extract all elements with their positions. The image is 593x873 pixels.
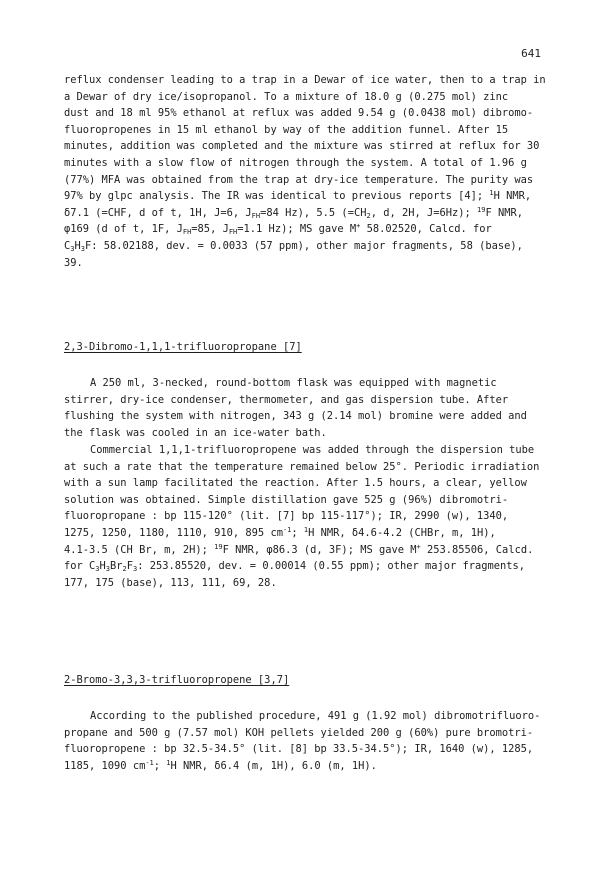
text-line: [64, 238, 540, 255]
text-segment: F NMR, φ86.3 (d, 3F); MS gave M: [222, 543, 417, 556]
text-segment: 58.02520, Calcd. for: [360, 223, 492, 236]
paragraph-bromotrifluoropropene: [64, 708, 540, 774]
text-line: solution was obtained. Simple distillation gave 525 g (96%) dibromotri-: [64, 493, 509, 506]
superscript: 1: [303, 525, 309, 534]
superscript: 1: [489, 189, 494, 198]
text-line: dust and 18 ml 95% ethanol at reflux was added 9.54 g (0.0438 mol) dibromo-: [64, 107, 534, 120]
superscript: +: [356, 222, 361, 231]
superscript: 19: [477, 205, 486, 214]
text-segment: 4.1-3.5 (CH Br, m, 2H);: [64, 543, 215, 556]
superscript: -1: [282, 525, 292, 534]
text-segment: φ169 (d of t, 1F, J: [64, 223, 183, 236]
text-line: minutes, addition was completed and the mixture was stirred at reflux for 30: [64, 140, 540, 153]
text-line: at such a rate that the temperature remained below 25°. Periodic irradiation: [64, 460, 540, 473]
text-segment: ;: [291, 526, 304, 539]
text-segment: , d, 2H, J=6Hz);: [370, 206, 478, 219]
text-line: 177, 175 (base), 113, 111, 69, 28.: [64, 576, 277, 589]
text-line: A 250 ml, 3-necked, round-bottom flask was equipped with magnetic: [90, 377, 497, 389]
text-segment: H NMR, δ4.6-4.2 (CHBr, m, 1H),: [308, 526, 496, 539]
text-segment: : 253.85520, dev. = 0.00014 (0.55 ppm); other major fragments,: [137, 560, 526, 573]
text-line: minutes with a slow flow of nitrogen through the system. A total of 1.96 g: [64, 156, 527, 169]
text-line: [64, 542, 540, 559]
text-line: [64, 221, 540, 238]
text-segment: 253.85506, Calcd.: [420, 543, 534, 556]
text-line: fluoropropane : bp 115-120° (lit. [7] bp 115-117°); IR, 2990 (w), 1340,: [64, 510, 509, 523]
text-line: [64, 758, 540, 775]
text-segment: F: 58.02188, dev. = 0.0033 (57 ppm), other major fragments, 58 (base),: [84, 239, 523, 252]
subscript: FH: [251, 211, 261, 220]
superscript: -1: [145, 758, 154, 767]
section-heading: 2,3-Dibromo-1,1,1-trifluoropropane [7]: [64, 341, 302, 353]
text-line: stirrer, dry-ice condenser, thermometer, and gas dispersion tube. After: [64, 393, 509, 406]
text-segment: =84 Hz), 5.5 (=CH: [260, 206, 367, 219]
text-segment: H NMR, δ6.4 (m, 1H), 6.0 (m, 1H).: [170, 759, 377, 772]
paragraph-flask-setup: [64, 375, 540, 441]
text-line: a Dewar of dry ice/isopropanol. To a mixture of 18.0 g (0.275 mol) zinc: [64, 90, 509, 103]
subscript: 3: [95, 565, 100, 574]
text-line: propane and 500 g (7.57 mol) KOH pellets yielded 200 g (60%) pure bromotri-: [64, 726, 534, 739]
text-line: fluoropropene : bp 32.5-34.5° (lit. [8] bp 33.5-34.5°); IR, 1640 (w), 1285,: [64, 743, 534, 756]
subscript: 2: [122, 565, 127, 574]
superscript: 19: [214, 542, 223, 551]
text-segment: F: [126, 560, 133, 573]
superscript: 1: [166, 758, 171, 767]
text-segment: H: [74, 239, 81, 252]
text-line: [64, 558, 540, 575]
text-line: [64, 205, 540, 222]
subscript: 3: [70, 244, 75, 253]
text-line: with a sun lamp facilitated the reaction. After 1.5 hours, a clear, yellow: [64, 477, 527, 490]
text-segment: =1.1 Hz); MS gave M: [237, 223, 357, 236]
text-line: (77%) MFA was obtained from the trap at dry-ice temperature. The purity was: [64, 173, 534, 186]
paragraph-bromination: [64, 442, 540, 591]
text-line: reflux condenser leading to a trap in a Dewar of ice water, then to a trap in: [64, 74, 546, 86]
page-number: 641: [521, 47, 541, 60]
text-segment: ;: [153, 759, 167, 772]
superscript: +: [416, 542, 421, 551]
text-line: 39.: [64, 256, 83, 269]
text-segment: F NMR,: [485, 206, 524, 219]
text-line: flushing the system with nitrogen, 343 g (2.14 mol) bromine were added and: [64, 410, 527, 423]
subscript: 3: [80, 244, 85, 253]
text-line: [64, 188, 540, 205]
paragraph-mfa-preparation: [64, 72, 546, 271]
text-segment: H NMR,: [493, 190, 532, 203]
text-segment: δ7.1 (=CHF, d of t, 1H, J=6, J: [64, 206, 252, 219]
text-segment: 97% by glpc analysis. The IR was identical to previous reports [4];: [64, 190, 490, 203]
text-line: the flask was cooled in an ice-water bath.: [64, 426, 327, 439]
text-segment: C: [64, 239, 71, 252]
text-line: Commercial 1,1,1-trifluoropropene was added through the dispersion tube: [90, 444, 535, 456]
subscript: 2: [366, 211, 371, 220]
subscript: 3: [105, 565, 110, 574]
text-segment: for C: [64, 560, 96, 573]
section-heading: 2-Bromo-3,3,3-trifluoropropene [3,7]: [64, 674, 290, 686]
subscript: FH: [228, 228, 238, 237]
text-line: According to the published procedure, 491 g (1.92 mol) dibromotrifluoro-: [90, 710, 541, 722]
subscript: FH: [182, 228, 192, 237]
text-segment: H: [99, 560, 106, 573]
text-segment: 1185, 1090 cm: [64, 759, 146, 772]
text-segment: Br: [109, 560, 123, 573]
text-segment: =85, J: [191, 223, 229, 236]
text-segment: 1275, 1250, 1180, 1110, 910, 895 cm: [64, 526, 283, 539]
subscript: 3: [132, 565, 138, 574]
text-line: [64, 525, 540, 542]
text-line: fluoropropenes in 15 ml ethanol by way of the addition funnel. After 15: [64, 123, 509, 136]
